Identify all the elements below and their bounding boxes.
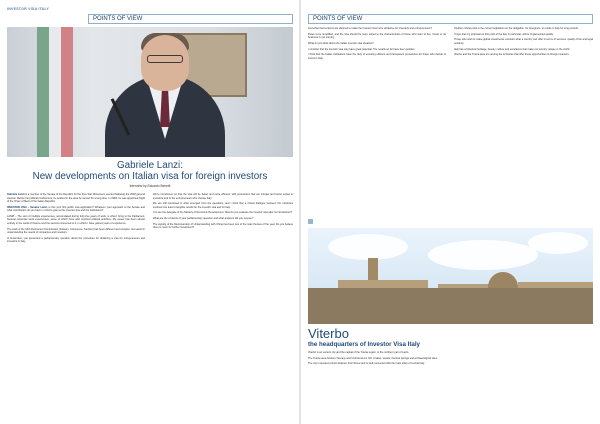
- paragraph: [153, 202, 293, 209]
- paragraph: [308, 33, 446, 40]
- paragraph-text: I consider that the investor visa may have great potential. The results so far have been positive.: [308, 47, 416, 51]
- paragraph-text: And what interventions are planned to make the investor visa more attractive for investors and entrepreneurs?: [308, 27, 432, 30]
- paragraph: [7, 237, 145, 244]
- paragraph-text: is a member of the Senate of the Republic for the Five Star Movement, elected following the 2018 general election. Before his political involvement, he worked in the area he served for a long time. In 1984, he was appointed Night of the Order of Merit of the Italian Republic.: [7, 193, 145, 203]
- paragraph-lead: INVESTOR VISA – Senator Lanzi,: [7, 205, 48, 209]
- running-head: INVESTOR VISA ITALY: [7, 7, 50, 11]
- paragraph-text: Italy has a historical heritage, beauty, culture and excellence that make our country unique in the world.: [454, 47, 571, 51]
- paragraph: [7, 228, 145, 235]
- byline: Interview by Eduardo Benetti: [129, 184, 171, 188]
- paragraph-text: I hope that my proposal on this point of the law, in particular, will be implemented quickly.: [454, 32, 554, 36]
- section-label-right: POINTS OF VIEW: [308, 14, 593, 24]
- cloud: [328, 234, 408, 260]
- paragraph: [308, 27, 446, 31]
- paragraph: [153, 217, 293, 221]
- section-label-left: POINTS OF VIEW: [88, 14, 293, 24]
- paragraph-text: We are still interested in what emerged from the questions, and I think that a critical dialogue between the ministries involved can lead to tangible results for the investor visa and for Italy.: [153, 202, 293, 209]
- cloud: [428, 240, 538, 270]
- paragraph-text: Another critical point is the current legislation on the obligation, for foreigners, to reside in Italy for long periods.: [454, 27, 579, 30]
- headline-line-1: Gabriele Lanzi:: [117, 160, 183, 171]
- paragraph-text: LANZI – The sum of multiple experiences, accumulated during forty-five years of work, is what I bring to the Parliament. Several corporate work experiences, some of which have also involved political activities. My career has been almost entirely in the world of finance and the sectors connected to it, in which I have gained years of experience.: [7, 214, 145, 225]
- paragraph: [308, 48, 446, 52]
- paragraph-text: We're introduced, so that the visa will be faster and more efficient, with procedures that are simpler and better suited to investors and to the entrepreneurs who choose Italy.: [153, 193, 293, 200]
- viterbo-title: Viterbo: [308, 326, 349, 341]
- cloud: [528, 232, 588, 254]
- paragraph-text: Rules to be simplified, and the visa should be more suited to the characteristics of those who want to live, invest or do business in our country.: [308, 32, 446, 40]
- paragraph-text: What are the contents of your parliamentary question and what answers did you receive?: [153, 217, 254, 221]
- paragraph-text: In November, you presented a parliamentary question about the procedure for obtaining a visa for entrepreneurs and investors in Italy.: [7, 236, 145, 244]
- paragraph: [454, 38, 593, 45]
- right-page-column-2: [454, 27, 593, 215]
- paragraph: [153, 223, 293, 230]
- viterbo-body: [308, 351, 593, 417]
- paragraph-text: Viterbo and the Tuscia area are among the territories that offer these opportunities to foreign investors.: [454, 53, 570, 57]
- face: [141, 35, 189, 91]
- paragraph: [308, 42, 446, 46]
- viterbo-subtitle: the headquarters of Investor Visa Italy: [308, 341, 420, 348]
- interview-column-1: [7, 193, 145, 417]
- paragraph-text: You are the delegate of the Ministry of Economic Development. How do you evaluate the investor visa after its introduction?: [153, 211, 293, 215]
- paragraph: Viterbo is an ancient city and the capital of the Tuscia region, in the northern part of Lazio.: [308, 351, 410, 354]
- paragraph-text: I think that the Italian institutions have the duty of ensuring efficient and transparent procedures for those who decide to invest in Italy.: [308, 53, 446, 60]
- paragraph: [153, 211, 293, 215]
- paragraph: [153, 193, 293, 200]
- paragraph: [7, 206, 145, 213]
- hillside: [308, 288, 593, 324]
- paragraph: The city is located a short distance from Rome and is well connected with the main cities of central Italy.: [308, 362, 425, 366]
- headline-line-2: New developments on Italian visa for foreign investors: [32, 171, 268, 182]
- paragraph: [454, 48, 593, 52]
- paragraph: The Tuscia area borders Tuscany and Umbria and is rich in lakes, woods, thermal springs and archaeological sites.: [308, 356, 438, 360]
- interview-column-2: [153, 193, 293, 417]
- paragraph: [7, 215, 145, 226]
- flag-drape: [37, 27, 73, 157]
- paragraph-text: Those who wish to make global investments consider what a country can offer in terms of services, quality of life and legal certainty.: [454, 38, 593, 45]
- paragraph-text: is this your first public visa application? Whatever your approach to the Senate and what contribution do you have in mind to give to the investor visa and the institutions?: [7, 205, 145, 213]
- right-page-column-1: [308, 27, 446, 215]
- page-gutter: [299, 0, 301, 424]
- paragraph: [7, 193, 145, 204]
- section-accent: [308, 219, 313, 224]
- paragraph: [454, 53, 593, 57]
- paragraph-lead: Gabriele Lanzi: [7, 193, 25, 196]
- paragraph-text: What do you think about the Italian investor visa situation?: [308, 41, 374, 45]
- paragraph-text: The work of the 10th Permanent Commission (Industry, Commerce, Tourism) has been different and complex, but useful in understanding the needs of companies and investors.: [7, 227, 145, 235]
- glasses: [147, 55, 183, 63]
- senator-portrait-photo: [7, 27, 293, 157]
- interview-header: [7, 160, 293, 188]
- paragraph: [308, 53, 446, 60]
- paragraph: [454, 33, 593, 37]
- paragraph: [454, 27, 593, 31]
- viterbo-landscape-photo: [308, 228, 593, 324]
- paragraph-text: The signing of the Memorandum of Understanding with China has been one of the main themes of the year. Do you believe there is room for further investment?: [153, 222, 293, 230]
